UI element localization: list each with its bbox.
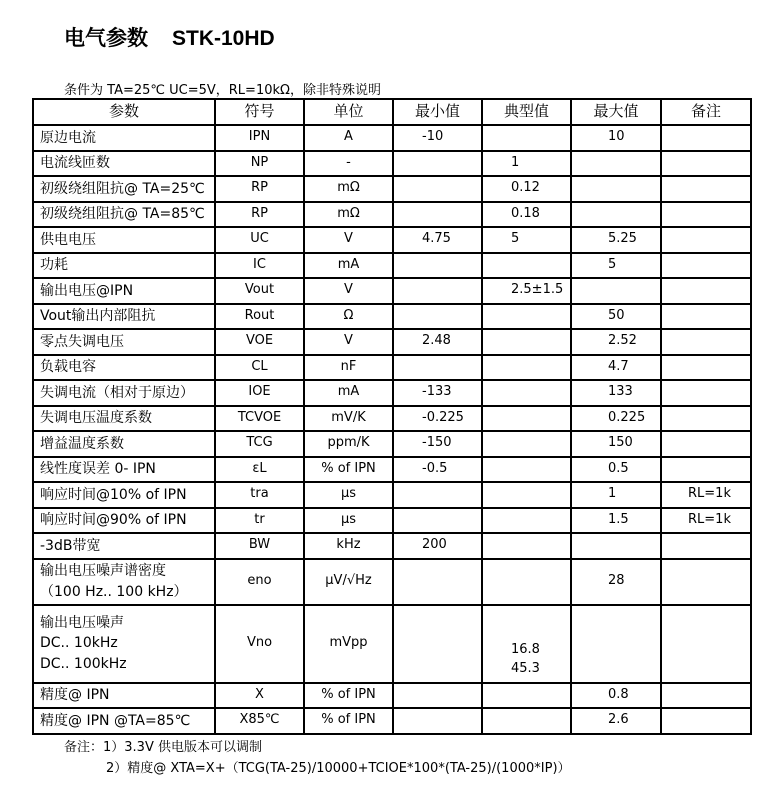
max-cell xyxy=(571,202,661,228)
max-cell: 5 xyxy=(571,253,661,279)
typ-cell xyxy=(482,533,571,559)
symbol-cell: X85℃ xyxy=(215,708,304,734)
table-row xyxy=(33,304,751,330)
param-cell: 线性度误差 0- IPN xyxy=(33,457,215,483)
table-row xyxy=(33,227,751,253)
table-row xyxy=(33,176,751,202)
min-cell xyxy=(393,508,482,534)
note-cell xyxy=(661,304,751,330)
unit-cell: % of IPN xyxy=(304,683,393,709)
table-row xyxy=(33,533,751,559)
note-cell xyxy=(661,683,751,709)
unit-cell: V xyxy=(304,278,393,304)
symbol-cell: IC xyxy=(215,253,304,279)
symbol-cell: TCVOE xyxy=(215,406,304,432)
unit-cell: - xyxy=(304,151,393,177)
max-cell xyxy=(571,151,661,177)
symbol-cell: IPN xyxy=(215,125,304,151)
param-cell: 精度@ IPN xyxy=(33,683,215,709)
max-cell: 4.7 xyxy=(571,355,661,381)
symbol-cell: UC xyxy=(215,227,304,253)
unit-cell: mΩ xyxy=(304,176,393,202)
table-row xyxy=(33,380,751,406)
footnote-1: 备注：1）3.3V 供电版本可以调制 xyxy=(64,740,262,755)
unit-cell: μs xyxy=(304,508,393,534)
typ-cell xyxy=(482,482,571,508)
typ-cell xyxy=(482,683,571,709)
footnote-2: 2）精度@ XTA=X+（TCG(TA-25)/10000+TCIOE*100*(TA-25)/(1000*IP)） xyxy=(106,761,571,776)
header-max: 最大值 xyxy=(571,99,661,125)
param-cell: 初级绕组阻抗@ TA=85℃ xyxy=(33,202,215,228)
min-cell xyxy=(393,151,482,177)
typ-line: 45.3 xyxy=(511,660,540,676)
table-row xyxy=(33,508,751,534)
note-cell xyxy=(661,355,751,381)
note-cell xyxy=(661,533,751,559)
param-line: DC.. 100kHz xyxy=(40,655,127,672)
table-row xyxy=(33,431,751,457)
symbol-cell: RP xyxy=(215,176,304,202)
unit-cell: mA xyxy=(304,380,393,406)
note-cell xyxy=(661,431,751,457)
table-row xyxy=(33,406,751,432)
param-cell: 响应时间@90% of IPN xyxy=(33,508,215,534)
max-cell: 150 xyxy=(571,431,661,457)
note-cell xyxy=(661,125,751,151)
min-cell xyxy=(393,355,482,381)
header-typ: 典型值 xyxy=(482,99,571,125)
param-cell: 失调电压温度系数 xyxy=(33,406,215,432)
min-cell xyxy=(393,482,482,508)
table-row xyxy=(33,329,751,355)
unit-cell: % of IPN xyxy=(304,457,393,483)
max-cell: 0.225 xyxy=(571,406,661,432)
unit-cell: mA xyxy=(304,253,393,279)
unit-cell: μV/√Hz xyxy=(304,559,393,605)
symbol-cell: εL xyxy=(215,457,304,483)
max-cell xyxy=(571,278,661,304)
param-cell: 精度@ IPN @TA=85℃ xyxy=(33,708,215,734)
param-line: 输出电压噪声 xyxy=(40,615,124,632)
symbol-cell: Vno xyxy=(215,605,304,683)
note-cell xyxy=(661,457,751,483)
min-cell xyxy=(393,253,482,279)
max-cell: 1.5 xyxy=(571,508,661,534)
min-cell: 2.48 xyxy=(393,329,482,355)
symbol-cell: X xyxy=(215,683,304,709)
param-cell xyxy=(33,605,215,683)
symbol-cell: Rout xyxy=(215,304,304,330)
min-cell xyxy=(393,278,482,304)
typ-cell xyxy=(482,380,571,406)
table-row xyxy=(33,683,751,709)
max-cell: 0.8 xyxy=(571,683,661,709)
header-note: 备注 xyxy=(661,99,751,125)
max-cell: 0.5 xyxy=(571,457,661,483)
max-cell: 5.25 xyxy=(571,227,661,253)
min-cell xyxy=(393,559,482,605)
min-cell: -133 xyxy=(393,380,482,406)
param-cell: 供电电压 xyxy=(33,227,215,253)
symbol-cell: tr xyxy=(215,508,304,534)
symbol-cell: BW xyxy=(215,533,304,559)
max-cell xyxy=(571,605,661,683)
test-conditions: 条件为 TA=25℃ UC=5V，RL=10kΩ，除非特殊说明 xyxy=(64,83,381,98)
typ-cell: 0.18 xyxy=(482,202,571,228)
note-cell xyxy=(661,176,751,202)
max-cell: 1 xyxy=(571,482,661,508)
unit-cell: μs xyxy=(304,482,393,508)
typ-cell xyxy=(482,304,571,330)
unit-cell: V xyxy=(304,329,393,355)
unit-cell: V xyxy=(304,227,393,253)
param-cell: 失调电流（相对于原边） xyxy=(33,380,215,406)
unit-cell: mV/K xyxy=(304,406,393,432)
note-cell xyxy=(661,708,751,734)
typ-cell xyxy=(482,329,571,355)
min-cell: 4.75 xyxy=(393,227,482,253)
title-label: 电气参数 xyxy=(64,26,148,50)
min-cell: -10 xyxy=(393,125,482,151)
param-cell: 响应时间@10% of IPN xyxy=(33,482,215,508)
header-min: 最小值 xyxy=(393,99,482,125)
note-cell: RL=1k xyxy=(661,482,751,508)
note-cell xyxy=(661,406,751,432)
table-row xyxy=(33,278,751,304)
param-cell xyxy=(33,559,215,605)
table-row xyxy=(33,202,751,228)
param-line: 输出电压噪声谱密度 xyxy=(40,563,166,580)
typ-cell xyxy=(482,406,571,432)
max-cell xyxy=(571,533,661,559)
param-cell: 输出电压@IPN xyxy=(33,278,215,304)
note-cell xyxy=(661,227,751,253)
typ-cell: 1 xyxy=(482,151,571,177)
min-cell: -0.225 xyxy=(393,406,482,432)
table-row xyxy=(33,457,751,483)
model-name: STK-10HD xyxy=(172,27,275,50)
max-cell: 2.52 xyxy=(571,329,661,355)
table-row xyxy=(33,355,751,381)
typ-cell xyxy=(482,355,571,381)
symbol-cell: tra xyxy=(215,482,304,508)
note-cell: RL=1k xyxy=(661,508,751,534)
typ-cell: 0.12 xyxy=(482,176,571,202)
param-cell: 零点失调电压 xyxy=(33,329,215,355)
header-param: 参数 xyxy=(33,99,215,125)
unit-cell: mΩ xyxy=(304,202,393,228)
min-cell: 200 xyxy=(393,533,482,559)
max-cell: 2.6 xyxy=(571,708,661,734)
param-line: DC.. 10kHz xyxy=(40,635,118,652)
unit-cell: % of IPN xyxy=(304,708,393,734)
symbol-cell: RP xyxy=(215,202,304,228)
table-row xyxy=(33,708,751,734)
min-cell: -0.5 xyxy=(393,457,482,483)
note-cell xyxy=(661,605,751,683)
max-cell: 10 xyxy=(571,125,661,151)
typ-cell xyxy=(482,253,571,279)
typ-cell xyxy=(482,431,571,457)
min-cell xyxy=(393,176,482,202)
table-row xyxy=(33,125,751,151)
table-header-row xyxy=(33,99,751,125)
min-cell xyxy=(393,708,482,734)
unit-cell: nF xyxy=(304,355,393,381)
max-cell: 50 xyxy=(571,304,661,330)
table-row xyxy=(33,605,751,683)
typ-cell xyxy=(482,708,571,734)
typ-cell xyxy=(482,457,571,483)
param-cell: -3dB带宽 xyxy=(33,533,215,559)
typ-cell: 5 xyxy=(482,227,571,253)
table-row xyxy=(33,482,751,508)
min-cell: -150 xyxy=(393,431,482,457)
spec-table xyxy=(32,98,752,735)
note-cell xyxy=(661,380,751,406)
unit-cell: mVpp xyxy=(304,605,393,683)
symbol-cell: Vout xyxy=(215,278,304,304)
symbol-cell: eno xyxy=(215,559,304,605)
typ-cell: 2.5±1.5 xyxy=(482,278,571,304)
param-cell: 电流线匝数 xyxy=(33,151,215,177)
param-line: （100 Hz.. 100 kHz） xyxy=(40,583,188,600)
table-row xyxy=(33,559,751,605)
unit-cell: ppm/K xyxy=(304,431,393,457)
unit-cell: kHz xyxy=(304,533,393,559)
note-cell xyxy=(661,202,751,228)
symbol-cell: CL xyxy=(215,355,304,381)
param-cell: 初级绕组阻抗@ TA=25℃ xyxy=(33,176,215,202)
table-body xyxy=(33,125,751,734)
footnotes xyxy=(64,737,571,779)
note-cell xyxy=(661,559,751,605)
note-cell xyxy=(661,151,751,177)
param-cell: Vout输出内部阻抗 xyxy=(33,304,215,330)
unit-cell: A xyxy=(304,125,393,151)
min-cell xyxy=(393,202,482,228)
min-cell xyxy=(393,683,482,709)
min-cell xyxy=(393,605,482,683)
table-row xyxy=(33,151,751,177)
symbol-cell: VOE xyxy=(215,329,304,355)
typ-cell xyxy=(482,559,571,605)
max-cell: 133 xyxy=(571,380,661,406)
param-cell: 功耗 xyxy=(33,253,215,279)
symbol-cell: IOE xyxy=(215,380,304,406)
typ-line: 16.8 xyxy=(511,641,540,657)
param-cell: 增益温度系数 xyxy=(33,431,215,457)
header-unit: 单位 xyxy=(304,99,393,125)
page-title xyxy=(64,22,275,52)
symbol-cell: NP xyxy=(215,151,304,177)
note-cell xyxy=(661,278,751,304)
typ-cell xyxy=(482,605,571,683)
max-cell: 28 xyxy=(571,559,661,605)
typ-cell xyxy=(482,508,571,534)
unit-cell: Ω xyxy=(304,304,393,330)
note-cell xyxy=(661,329,751,355)
min-cell xyxy=(393,304,482,330)
param-cell: 负载电容 xyxy=(33,355,215,381)
max-cell xyxy=(571,176,661,202)
table-row xyxy=(33,253,751,279)
header-symbol: 符号 xyxy=(215,99,304,125)
param-cell: 原边电流 xyxy=(33,125,215,151)
symbol-cell: TCG xyxy=(215,431,304,457)
note-cell xyxy=(661,253,751,279)
typ-cell xyxy=(482,125,571,151)
